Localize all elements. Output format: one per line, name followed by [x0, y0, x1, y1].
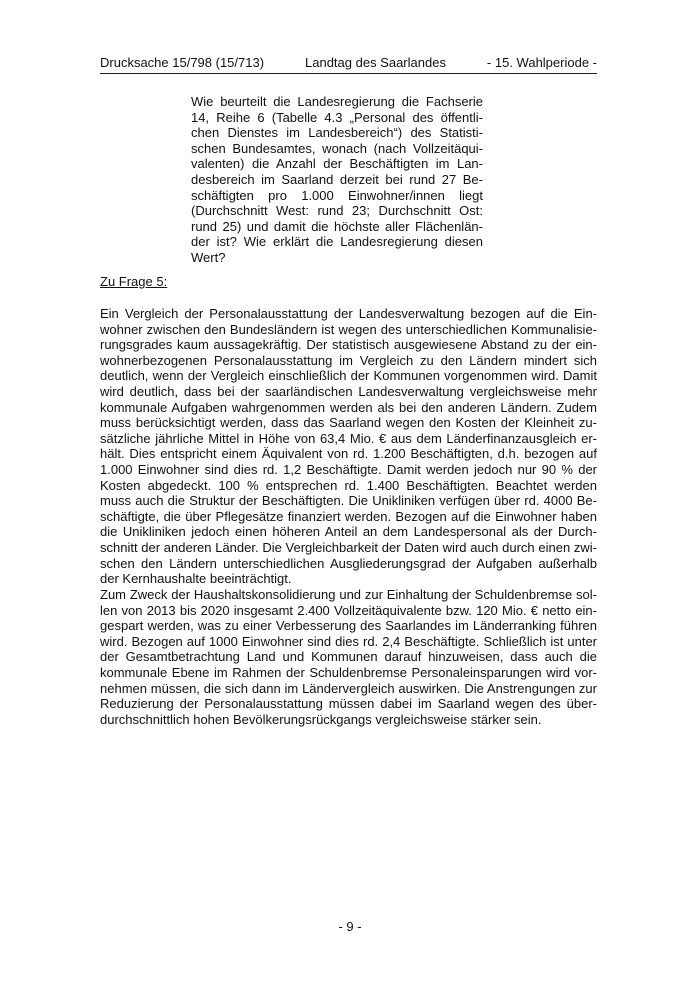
- paragraph-line: muss berücksichtigt werden, dass das Saarland wegen den Kosten der Kleinheit zu-: [100, 415, 597, 431]
- paragraph-line: durchschnittlich hohen Bevölkerungsrückgangs vergleichsweise stärker sein.: [100, 711, 542, 727]
- question-line: rund 25) und damit die höchste aller Flächenlän-: [191, 218, 483, 234]
- paragraph-line: der Gesamtbetrachtung Land und Kommunen darauf hinzuweisen, dass auch die: [100, 649, 597, 665]
- paragraph-line: muss auch die Struktur der Beschäftigten. Die Unikliniken verfügen über rd. 4000 Be-: [100, 493, 597, 509]
- header-parliament: Landtag des Saarlandes: [305, 55, 446, 70]
- paragraph-line: len von 2013 bis 2020 insgesamt 2.400 Vollzeitäquivalente bzw. 120 Mio. € netto ein-: [100, 602, 597, 618]
- answer-paragraph-2: [100, 587, 597, 727]
- paragraph-line: Reduzierung der Personalausstattung müssen dabei im Saarland wegen des über-: [100, 696, 597, 712]
- paragraph-line: schäftigte, die über Pflegesätze finanziert werden. Bezogen auf die Einwohner haben: [100, 508, 597, 524]
- paragraph-line: hält. Dies entspricht einem Äquivalent von rd. 1.200 Beschäftigten, d.h. bezogen auf: [100, 446, 597, 462]
- question-line: schäftigten pro 1.000 Einwohner/innen liegt: [191, 187, 483, 203]
- paragraph-line: Kosten abgedeckt. 100 % entsprechen rd. 1.400 Beschäftigten. Beachtet werden: [100, 477, 597, 493]
- question-line: 14, Reihe 6 (Tabelle 4.3 „Personal des öffentli-: [191, 109, 483, 125]
- header-document-number: Drucksache 15/798 (15/713): [100, 55, 265, 70]
- question-line: der ist? Wie erklärt die Landesregierung diesen: [191, 234, 483, 250]
- paragraph-line: kommunale Ebene im Rahmen der Schuldenbremse Personaleinsparungen wird vor-: [100, 664, 597, 680]
- question-line: schen Bundesamtes, wonach (nach Vollzeitäqui-: [191, 140, 483, 156]
- paragraph-line: kommunale Aufgaben wahrgenommen werden als bei den anderen Ländern. Zudem: [100, 399, 597, 415]
- question-line: Wert?: [191, 249, 226, 265]
- paragraph-line: rungsgrades kaum aussagekräftig. Der statistisch ausgewiesene Abstand zu der ein-: [100, 337, 597, 353]
- paragraph-line: 1.000 Einwohner sind dies rd. 1,2 Beschäftigte. Damit werden jedoch nur 90 % der: [100, 461, 597, 477]
- paragraph-line: wird. Bezogen auf 1000 Einwohner sind dies rd. 2,4 Beschäftigte. Schließlich ist unter: [100, 633, 597, 649]
- page-number: - 9 -: [338, 919, 362, 934]
- paragraph-line: Zum Zweck der Haushaltskonsolidierung und zur Einhaltung der Schuldenbremse sol-: [100, 587, 597, 602]
- page-header: [100, 55, 597, 74]
- question-line: desbereich im Saarland derzeit bei rund 27 Be-: [191, 171, 483, 187]
- paragraph-line: gespart werden, was zu einer Verbesserung des Saarlandes im Länderranking führen: [100, 618, 597, 634]
- paragraph-line: der Kernhaushalte beeinträchtigt.: [100, 571, 292, 587]
- question-line: chen Dienstes im Landesbereich“) des Statisti-: [191, 125, 483, 141]
- question-line: Wie beurteilt die Landesregierung die Fachserie: [191, 94, 483, 109]
- paragraph-line: schen den Ländern unterschiedlichen Ausgliederungsgrad der Aufgaben außerhalb: [100, 555, 597, 571]
- paragraph-line: wohnerbezogenen Personalausstattung im Vergleich zu den Ländern mindert sich: [100, 352, 597, 368]
- paragraph-line: wird deutlich, dass bei der saarländischen Landesverwaltung vergleichsweise mehr: [100, 383, 597, 399]
- question-line: valenten) die Anzahl der Beschäftigten im Lan-: [191, 156, 483, 172]
- paragraph-line: deutlich, wenn der Vergleich einschließlich der Kommunen vorgenommen wird. Damit: [100, 368, 597, 384]
- paragraph-line: sätzliche jährliche Mittel in Höhe von 63,4 Mio. € aus dem Länderfinanzausgleich er-: [100, 430, 597, 446]
- question-text: [191, 94, 483, 266]
- paragraph-line: die Unikliniken jedoch einen höheren Anteil an dem Landespersonal als der Durch-: [100, 524, 597, 540]
- paragraph-line: schnitt der anderen Länder. Die Vergleichbarkeit der Daten wird auch durch einen zwi-: [100, 539, 597, 555]
- question-line: (Durchschnitt West: rund 23; Durchschnitt Ost:: [191, 203, 483, 219]
- paragraph-line: wohner zwischen den Bundesländern ist wegen des unterschiedlichen Kommunalisie-: [100, 321, 597, 337]
- answer-paragraph-1: [100, 306, 597, 587]
- answer-heading: Zu Frage 5:: [100, 274, 168, 289]
- paragraph-line: Ein Vergleich der Personalausstattung der Landesverwaltung bezogen auf die Ein-: [100, 306, 597, 321]
- paragraph-line: nehmen müssen, die sich dann im Ländervergleich auswirken. Die Anstrengungen zur: [100, 680, 597, 696]
- header-period: - 15. Wahlperiode -: [486, 55, 597, 70]
